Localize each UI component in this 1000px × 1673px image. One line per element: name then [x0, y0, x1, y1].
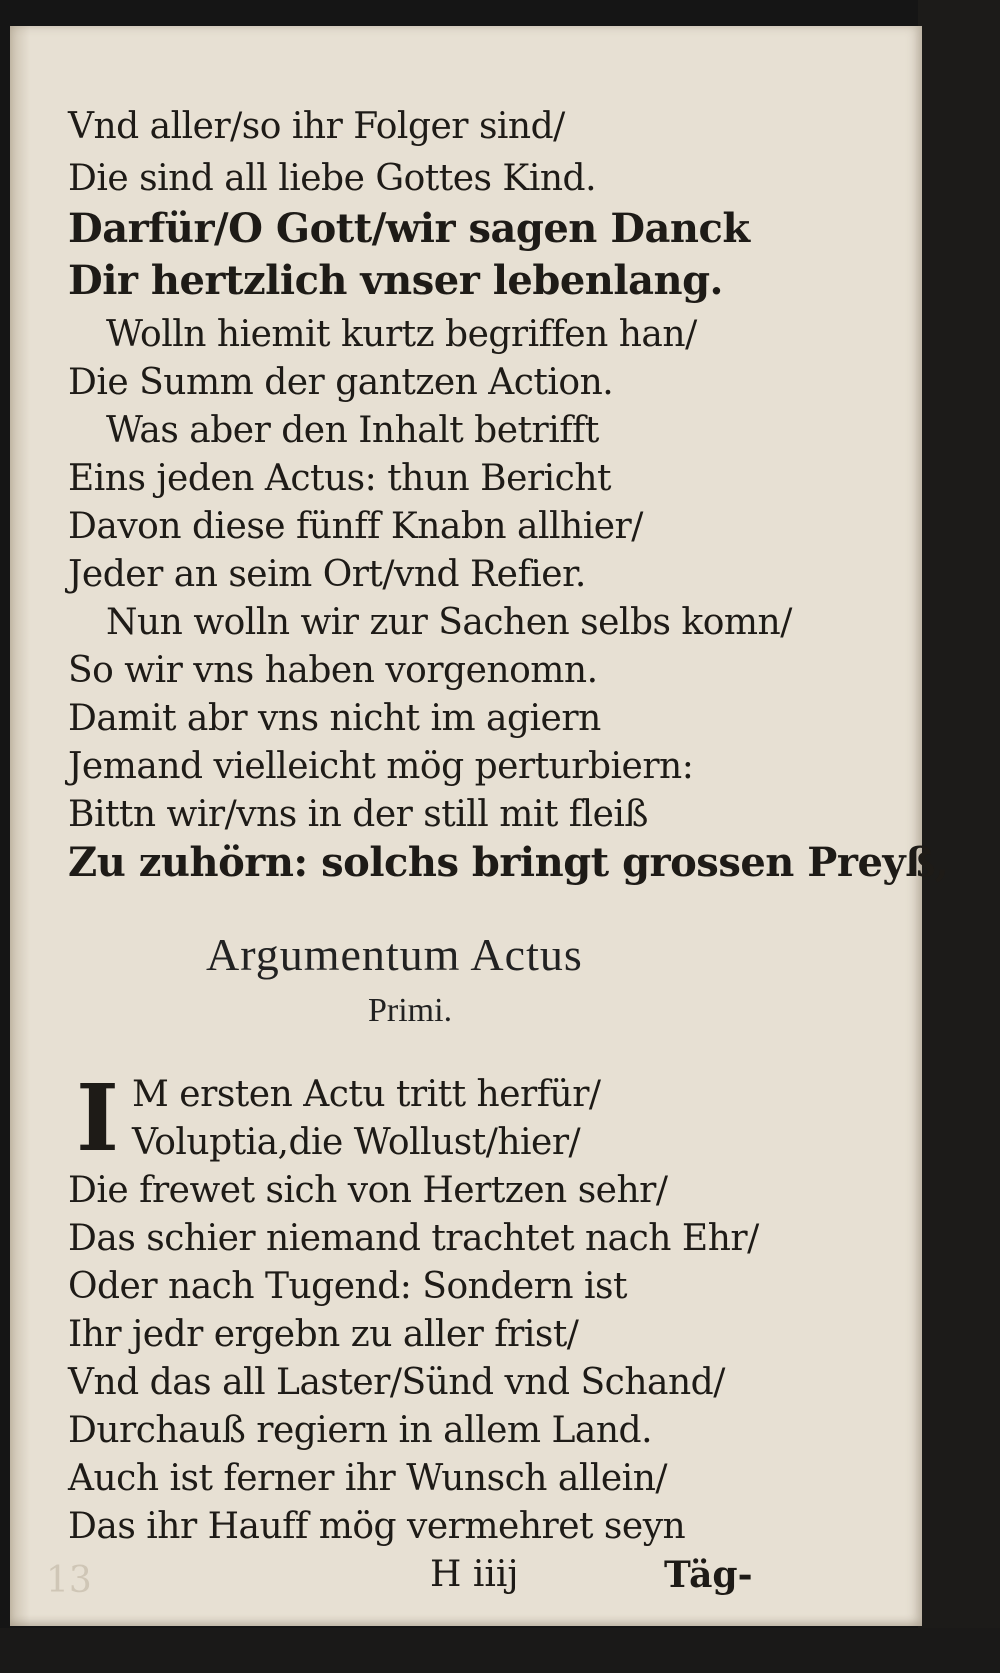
verse-line: Wolln hiemit kurtz begriffen han/	[106, 314, 697, 355]
verse-line: Die sind all liebe Gottes Kind.	[68, 158, 597, 199]
verse-line: Ihr jedr ergebn zu aller frist/	[68, 1314, 579, 1355]
verse-line: Voluptia,die Wollust/hier/	[132, 1122, 581, 1163]
page-gutter-shadow	[10, 26, 30, 1626]
verse-line: Die Summ der gantzen Action.	[68, 362, 614, 403]
verse-line: Durchauß regiern in allem Land.	[68, 1410, 653, 1451]
verse-line: Oder nach Tugend: Sondern ist	[68, 1266, 627, 1307]
section-heading: Argumentum Actus	[206, 929, 583, 980]
signature-mark: H iiij	[430, 1554, 519, 1595]
faint-page-number: 13	[46, 1560, 92, 1601]
drop-capital: I	[76, 1064, 120, 1172]
verse-line: Auch ist ferner ihr Wunsch allein/	[68, 1458, 668, 1499]
verse-line: Bittn wir/vns in der still mit fleiß	[68, 794, 648, 835]
verse-line: Die frewet sich von Hertzen sehr/	[68, 1170, 668, 1211]
catchword: Täg-	[664, 1554, 753, 1596]
section-subheading: Primi.	[368, 992, 453, 1029]
verse-line: Jeder an seim Ort/vnd Refier.	[68, 554, 586, 595]
dark-background-bottom	[0, 1628, 1000, 1673]
verse-line: Zu zuhörn: solchs bringt grossen Preyß,	[68, 839, 949, 886]
verse-line: M ersten Actu tritt herfür/	[132, 1074, 601, 1115]
verse-line: Dir hertzlich vnser lebenlang.	[68, 257, 723, 304]
verse-line: Jemand vielleicht mög perturbiern:	[68, 746, 694, 787]
verse-line: Vnd aller/so ihr Folger sind/	[68, 106, 565, 147]
verse-line: Das ihr Hauff mög vermehret seyn	[68, 1506, 686, 1547]
verse-line: So wir vns haben vorgenomn.	[68, 650, 598, 691]
verse-line: Davon diese fünff Knabn allhier/	[68, 506, 643, 547]
verse-line: Darfür/O Gott/wir sagen Danck	[68, 205, 750, 252]
dark-background-right	[918, 0, 1000, 1673]
verse-line: Das schier niemand trachtet nach Ehr/	[68, 1218, 759, 1259]
verse-line: Eins jeden Actus: thun Bericht	[68, 458, 611, 499]
verse-line: Was aber den Inhalt betrifft	[106, 410, 599, 451]
verse-line: Nun wolln wir zur Sachen selbs komn/	[106, 602, 792, 643]
verse-line: Damit abr vns nicht im agiern	[68, 698, 601, 739]
verse-line: Vnd das all Laster/Sünd vnd Schand/	[68, 1362, 725, 1403]
paper-page	[10, 26, 949, 1626]
